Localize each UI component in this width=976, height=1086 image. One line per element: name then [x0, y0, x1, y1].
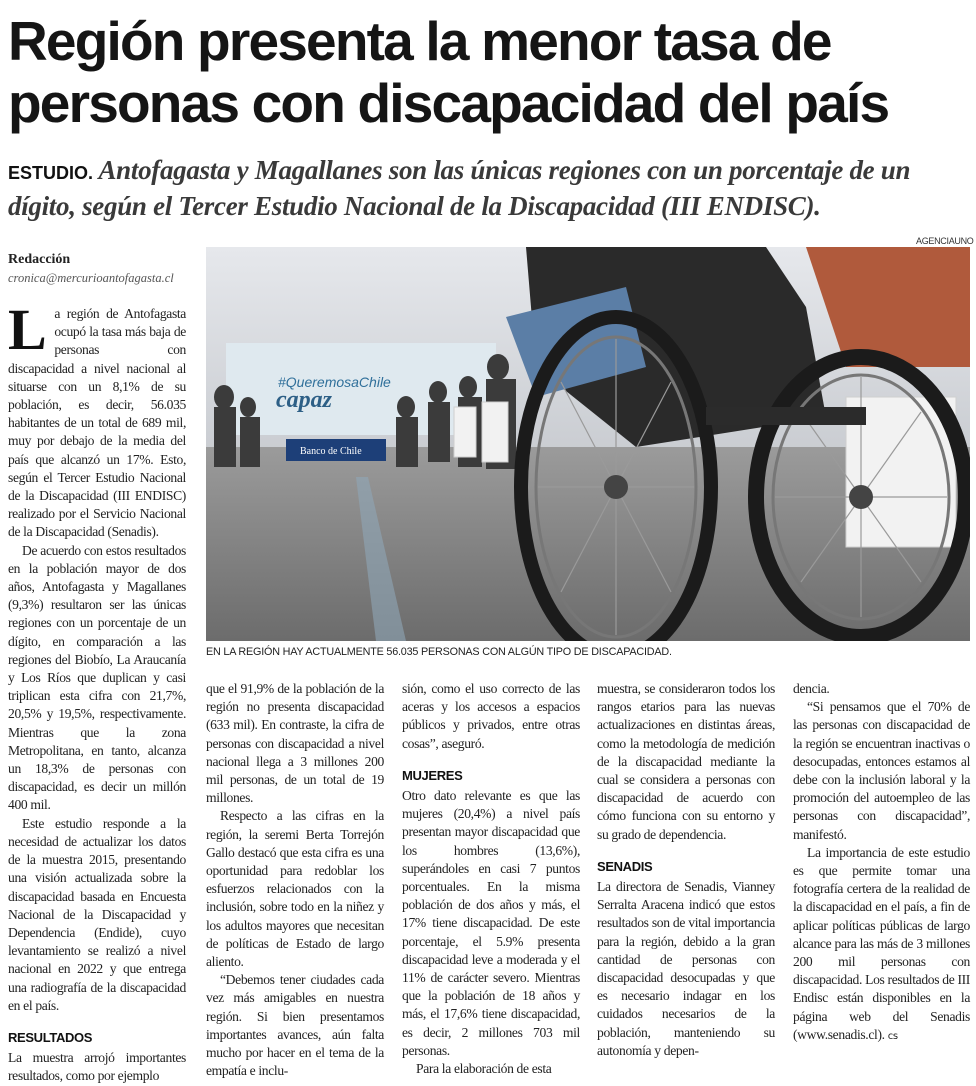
- headline: [8, 10, 968, 134]
- end-mark: cs: [887, 1030, 898, 1042]
- photo-caption: EN LA REGIÓN HAY ACTUALMENTE 56.035 PERSONAS CON ALGÚN TIPO DE DISCAPACIDAD.: [206, 646, 672, 658]
- paragraph: dencia.: [793, 681, 830, 696]
- article-column-4: [597, 680, 775, 1060]
- paragraph: La importancia de este estudio es que permite tomar una fotografía certera de la realidad de la discapacidad en el país, a fin de aplicar políticas públicas de largo alcance para las más de 3 millones 200 mil personas con discapacidad. Los resultados de III Endisc están disponibles en la página web del Senadis (www.senadis.cl). cs: [793, 844, 970, 1042]
- paragraph: Otro dato relevante es que las mujeres (20,4%) a nivel país presentan mayor discapacidad que los hombres (13,6%), superándoles en casi 7 puntos porcentuales. En la misma población de dos años y más, el 17% tiene discapacidad. De este porcentaje, el 5.9% presenta discapacidad leve a moderada y el 11% de carácter severo. Mientras que la población de 18 años y más, el 17,6% tiene discapacidad, es decir, 2 millones 703 mil personas.: [402, 788, 580, 1058]
- paragraph: “Debemos tener ciudades cada vez más amigables en nuestra región. Si bien presentamos importantes avances, aún falta mucho por hacer en el tema de la empatía e inclu-: [206, 972, 384, 1079]
- lead-text: Antofagasta y Magallanes son las únicas regiones con un porcentaje de un dígito, según el Tercer Estudio Nacional de la Discapacidad (III ENDISC).: [8, 155, 911, 221]
- paragraph: sión, como el uso correcto de las aceras y los accesos a espacios públicos y privados, entre otras cosas”, aseguró.: [402, 681, 580, 751]
- article-column-5: [793, 680, 970, 1046]
- headline-line-1: Región presenta la menor tasa de: [8, 10, 831, 72]
- article-column-2: [206, 680, 384, 1080]
- section-heading-senadis: SENADIS: [597, 858, 653, 874]
- paragraph: “Si pensamos que el 70% de las personas con discapacidad de la región se encuentran inactivas o desocupadas, entonces estamos al debe con la inclusión laboral y la promoción del autoempleo de las personas con discapacidad”, manifestó.: [793, 699, 970, 842]
- section-heading-resultados: RESULTADOS: [8, 1029, 93, 1045]
- lead-kicker: ESTUDIO.: [8, 163, 94, 183]
- author-email: cronica@mercurioantofagasta.cl: [8, 271, 174, 285]
- paragraph: muestra, se consideraron todos los rangos etarios para las nuevas actualizaciones en distintas áreas, como la metodología de medición de la discapacidad mediante la cual se considera a personas con discapacidad de acuerdo con cómo funciona con su entorno y su grado de dependencia.: [597, 681, 775, 842]
- paragraph: Este estudio responde a la necesidad de actualizar los datos de la muestra 2015, presentando una visión actualizada sobre la discapacidad basada en Encuesta Nacional de la Discapacidad y Dependencia (Endide), cuyo levantamiento se realizó a nivel nacional en 2022 y que entrega una radiografía de la discapacidad en el país.: [8, 815, 186, 1013]
- author-name: Redacción: [8, 252, 71, 267]
- section-heading-mujeres: MUJERES: [402, 767, 463, 783]
- photo-sign-text: #QueremosaChile: [278, 374, 391, 390]
- headline-line-2: personas con discapacidad del país: [8, 72, 889, 134]
- paragraph: Para la elaboración de esta: [416, 1061, 552, 1077]
- byline: [8, 252, 198, 286]
- paragraph: que el 91,9% de la población de la región no presenta discapacidad (633 mil). En contraste, la cifra de personas con discapacidad a nivel nacional llega a 3 millones 200 mil personas, de un total de 19 millones.: [206, 681, 384, 806]
- wheelchair-photo-illustration: [206, 247, 970, 641]
- article-photo: [206, 247, 970, 641]
- paragraph: De acuerdo con estos resultados en la población mayor de dos años, Antofagasta y Magallanes (9,3%) resultaron ser las únicas regiones con un porcentaje de un dígito, en comparación a las regiones del Biobío, La Araucanía y Los Ríos que duplican y casi triplican esta cifra con 21,7%, 20,5% y 19,5%, respectivamente. Mientras que la zona Metropolitana, en tanto, alcanza un 18,3% de personas con discapacidad, es decir un millón 400 mil.: [8, 542, 186, 813]
- photo-credit: AGENCIAUNO: [916, 236, 974, 246]
- lead-paragraph: [8, 154, 970, 223]
- paragraph: Respecto a las cifras en la región, la seremi Berta Torrejón Gallo destacó que esta cifra es una oportunidad para redoblar los esfuerzos relacionados con la inclusión, sobre todo en la niñez y los adultos mayores que necesitan de políticas de Estado de largo aliento.: [206, 808, 384, 970]
- paragraph-intro: La región de Antofagasta ocupó la tasa más baja de personas con discapacidad a nivel nacional al situarse con un 8,1% de su población, es decir, 56.035 habitantes de un total de 689 mil, muy por debajo de la media del país que alcanzó un 17%. Esto, según el Tercer Estudio Nacional de la Discapacidad (III ENDISC) realizado por el Servicio Nacional de la Discapacidad (Senadis).: [8, 297, 186, 540]
- paragraph: La muestra arrojó importantes resultados, como por ejemplo: [8, 1050, 186, 1084]
- photo-sign-word: capaz: [276, 387, 332, 413]
- article-column-1: [8, 297, 186, 1086]
- drop-cap: L: [8, 297, 47, 362]
- article-column-3: [402, 680, 580, 1078]
- photo-banner-text: Banco de Chile: [300, 446, 362, 457]
- paragraph: La directora de Senadis, Vianney Serralta Aracena indicó que estos resultados son de vital importancia para la región, debido a la gran cantidad de personas con discapacidad desocupadas y que es necesario indagar en los cuidados necesarios de la población, manteniendo su autonomía y depen-: [597, 879, 775, 1058]
